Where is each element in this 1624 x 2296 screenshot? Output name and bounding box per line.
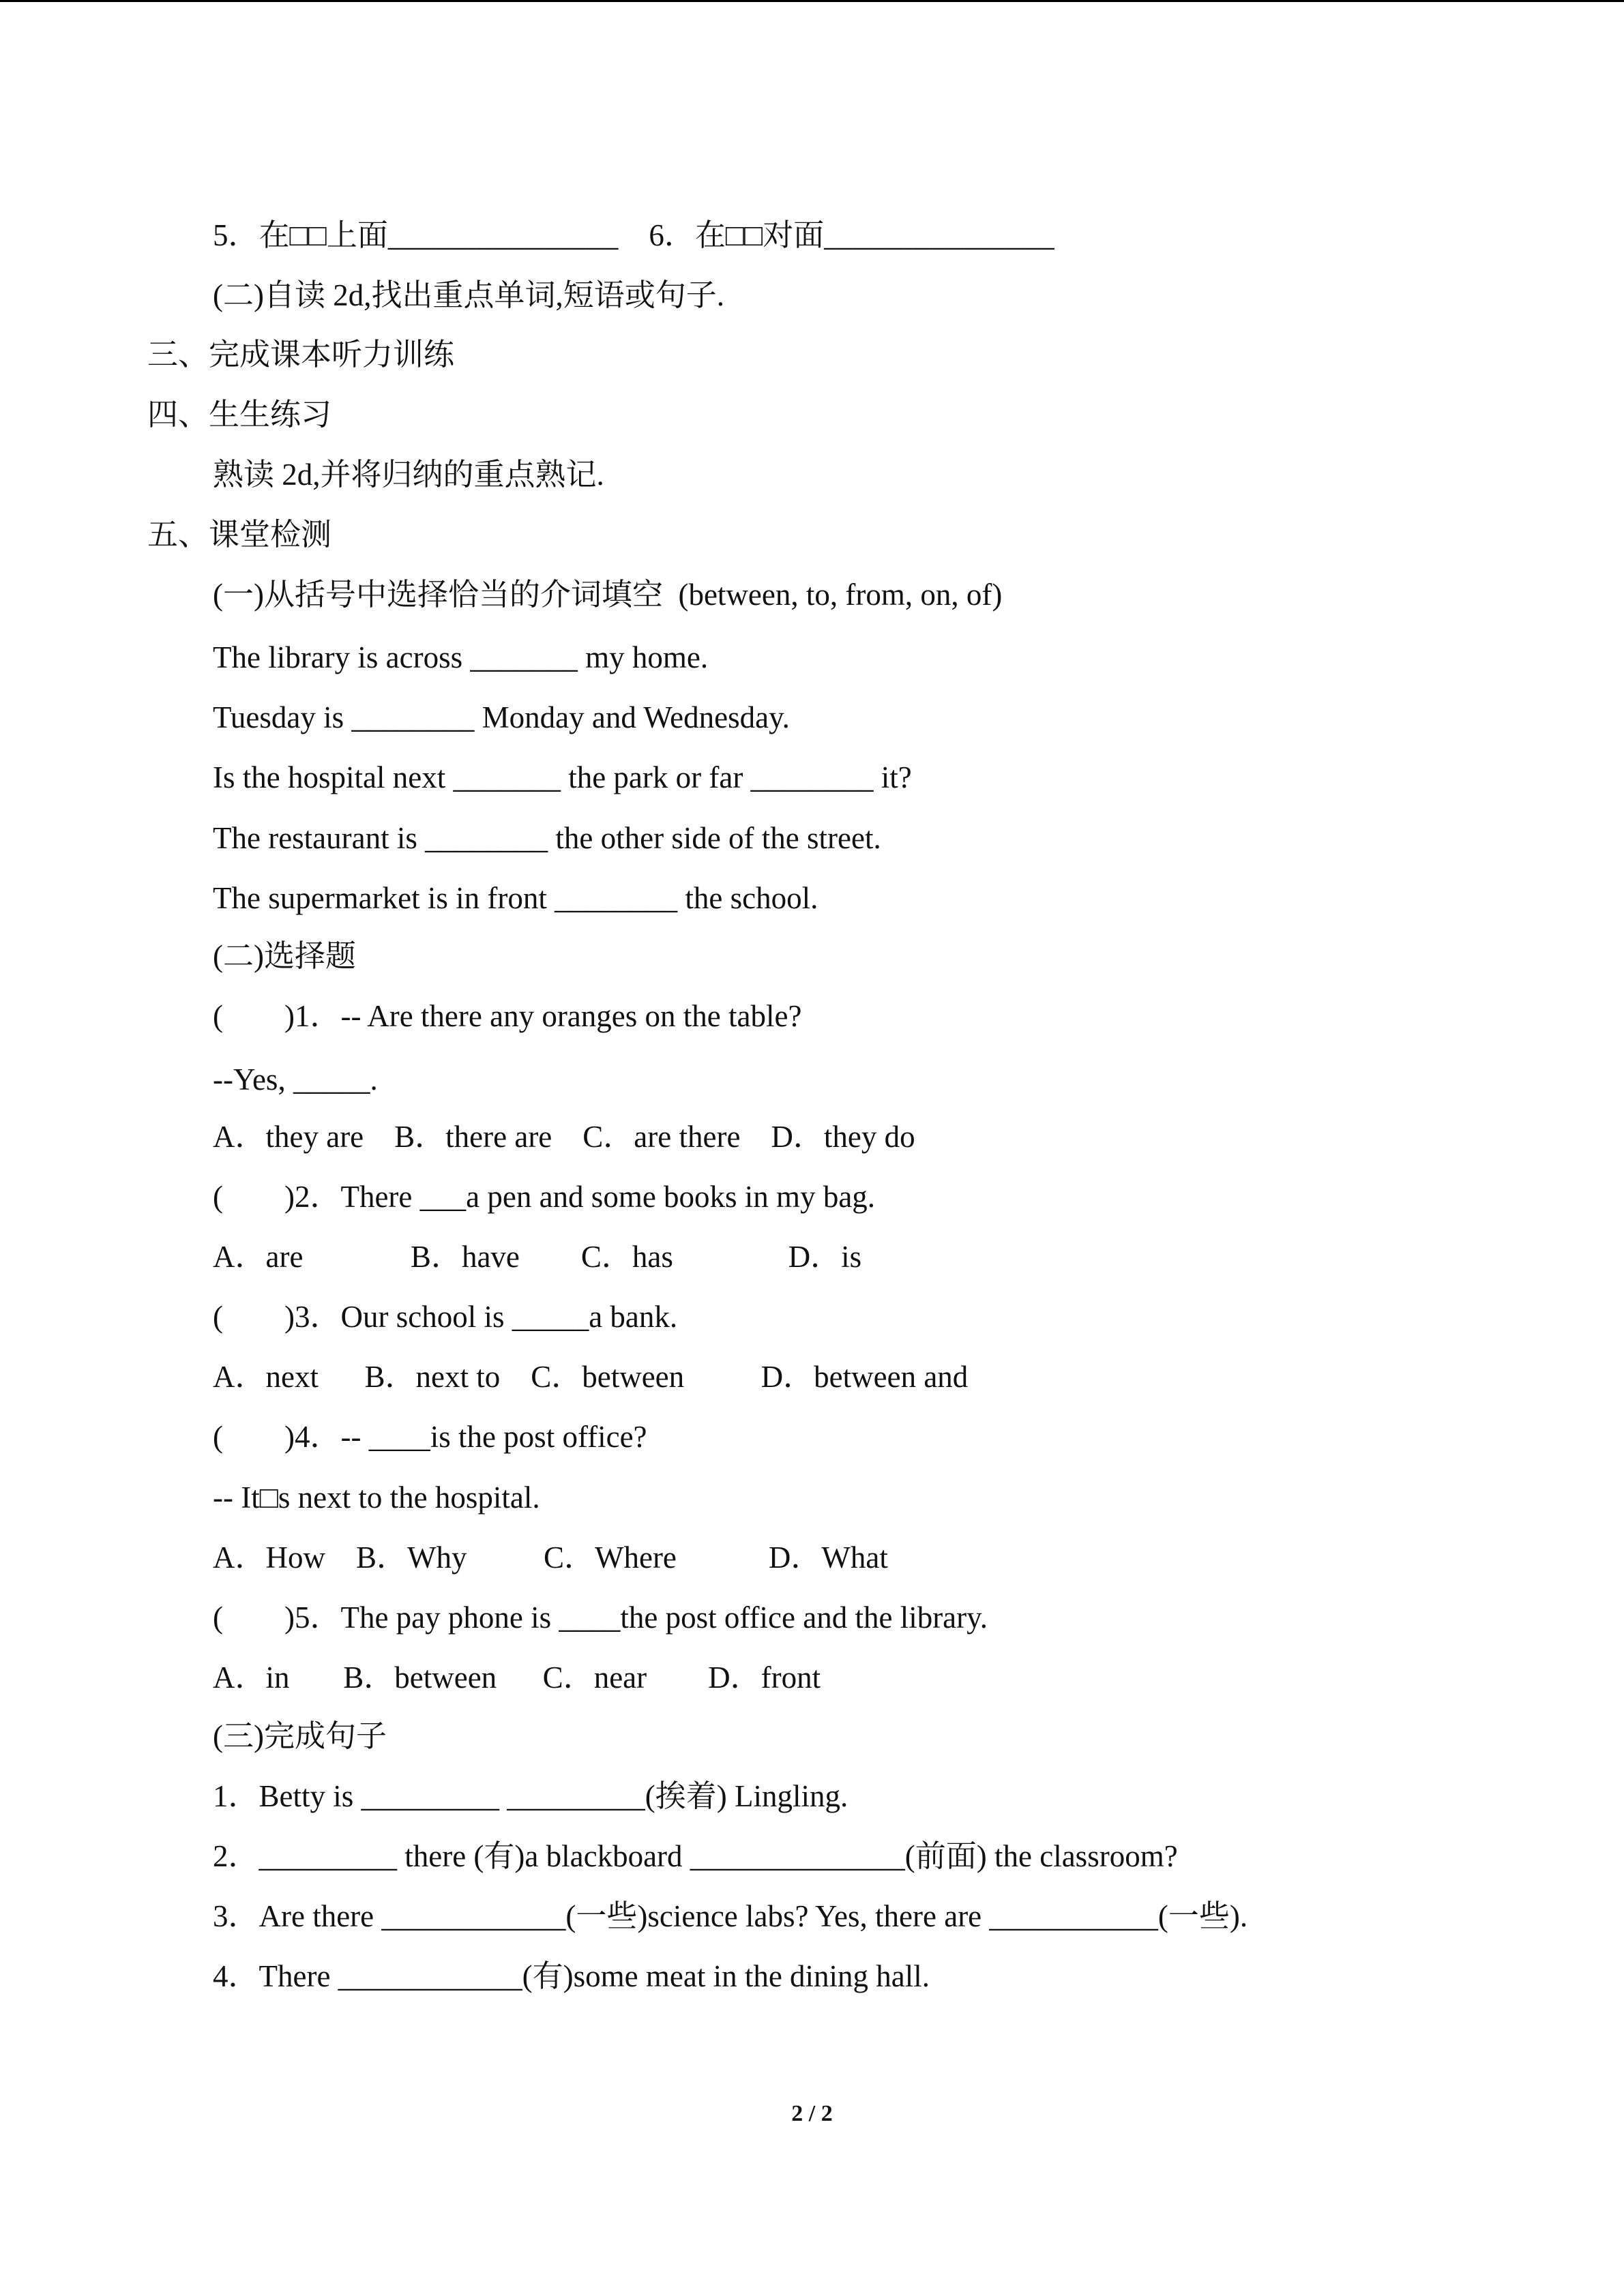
part2-heading: (二)选择题 <box>213 939 356 973</box>
section-heading-listening: 三、完成课本听力训练 <box>147 338 455 372</box>
question-4: ( )4．-- ____is the post office? <box>213 1420 647 1454</box>
part3-heading: (三)完成句子 <box>213 1719 387 1753</box>
complete-sentence-4: 4．There ____________(有)some meat in the dining hall. <box>213 1959 930 1993</box>
question-3-options: A．next B．next to C．between D．between and <box>213 1360 969 1394</box>
complete-sentence-1: 1．Betty is _________ _________(挨着) Lingling. <box>213 1779 848 1813</box>
question-3: ( )3．Our school is _____a bank. <box>213 1300 678 1334</box>
fill-sentence-3: Is the hospital next _______ the park or far ________ it? <box>213 760 912 794</box>
question-4-options: A．How B．Why C．Where D．What <box>213 1540 888 1575</box>
fill-sentence-5: The supermarket is in front ________ the school. <box>213 881 818 915</box>
question-4-reply: -- It□s next to the hospital. <box>213 1480 540 1515</box>
question-1-options: A．they are B．there are C．are there D．they do <box>213 1120 915 1154</box>
fill-sentence-4: The restaurant is ________ the other side of the street. <box>213 821 881 855</box>
vocab-line-5-6: 5．在□□上面_______________ 6．在□□对面_______________ <box>213 218 1054 252</box>
self-read-instruction: (二)自读 2d,找出重点单词,短语或句子. <box>213 278 724 312</box>
section-heading-practice: 四、生生练习 <box>147 398 332 432</box>
question-2-options: A．are B．have C．has D．is <box>213 1240 862 1274</box>
section-heading-test: 五、课堂检测 <box>147 518 332 552</box>
complete-sentence-2: 2．_________ there (有)a blackboard ______________(前面) the classroom? <box>213 1839 1178 1873</box>
question-5-options: A．in B．between C．near D．front <box>213 1660 821 1695</box>
question-2: ( )2．There ___a pen and some books in my bag. <box>213 1180 876 1214</box>
question-1: ( )1．-- Are there any oranges on the table? <box>213 999 802 1033</box>
question-1-reply: --Yes, _____. <box>213 1062 378 1097</box>
practice-instruction: 熟读 2d,并将归纳的重点熟记. <box>213 458 604 492</box>
page-number: 2 / 2 <box>791 2101 833 2126</box>
page-top-border <box>0 0 1624 2</box>
fill-sentence-2: Tuesday is ________ Monday and Wednesday. <box>213 700 790 734</box>
complete-sentence-3: 3．Are there ____________(一些)science labs? Yes, there are ___________(一些). <box>213 1899 1248 1933</box>
fill-sentence-1: The library is across _______ my home. <box>213 640 709 674</box>
part1-heading: (一)从括号中选择恰当的介词填空 (between, to, from, on, of) <box>213 578 1003 612</box>
question-5: ( )5．The pay phone is ____the post office and the library. <box>213 1600 988 1635</box>
